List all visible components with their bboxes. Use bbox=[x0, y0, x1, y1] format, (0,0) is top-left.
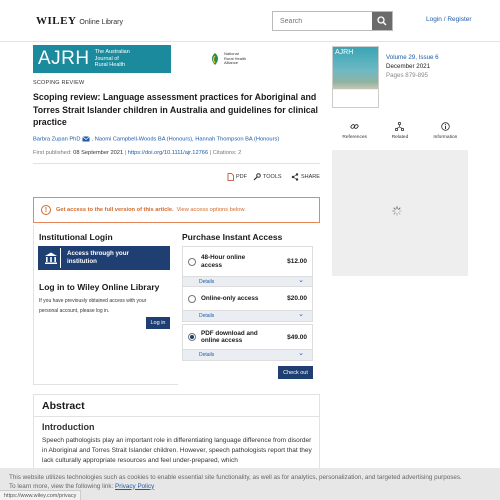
journal-cover[interactable] bbox=[332, 46, 379, 108]
option-name-line1: 48-Hour online bbox=[201, 254, 246, 261]
option-name bbox=[201, 254, 287, 269]
search-button[interactable] bbox=[372, 12, 392, 30]
institution-access-button[interactable] bbox=[38, 246, 170, 270]
nrha-emblem-icon bbox=[209, 52, 221, 66]
wiley-login-heading: Log in to Wiley Online Library bbox=[39, 282, 160, 292]
cover-title: AJRH bbox=[335, 49, 354, 56]
partner-line3: Alliance bbox=[224, 60, 239, 66]
privacy-policy-link[interactable]: Privacy Policy bbox=[115, 482, 155, 490]
info-icon: ! bbox=[41, 205, 51, 215]
institution-icon bbox=[44, 251, 58, 265]
tools-button[interactable] bbox=[253, 173, 282, 181]
issue-date: December 2021 bbox=[386, 63, 431, 70]
information-label: Information bbox=[433, 135, 458, 140]
divider bbox=[33, 416, 320, 417]
journal-name-line1: The Australian bbox=[94, 49, 130, 56]
institution-button-line1: Access through your bbox=[67, 250, 129, 257]
option-price: $12.00 bbox=[287, 258, 307, 265]
loading-spinner-icon bbox=[392, 206, 402, 216]
access-notice bbox=[33, 197, 320, 223]
share-button[interactable] bbox=[291, 173, 320, 181]
related-tab[interactable] bbox=[377, 122, 422, 146]
wiley-logo[interactable] bbox=[36, 15, 123, 27]
purchase-heading: Purchase Instant Access bbox=[182, 232, 283, 242]
email-icon[interactable] bbox=[82, 136, 90, 142]
info-circle-icon bbox=[441, 122, 450, 131]
article-title: Scoping review: Language assessment practices for Aboriginal and Torres Strait Islander children in Australia and guidelines for clinical practice bbox=[33, 92, 318, 127]
option-details-toggle[interactable]: Details ⌄ bbox=[183, 349, 312, 360]
pdf-label: PDF bbox=[236, 174, 247, 180]
option-price: $20.00 bbox=[287, 295, 307, 302]
purchase-option[interactable] bbox=[182, 286, 313, 322]
search-icon bbox=[377, 16, 387, 26]
status-bar-url: https://www.wiley.com/privacy bbox=[0, 490, 81, 500]
option-radio[interactable] bbox=[188, 295, 196, 303]
issue-info bbox=[386, 53, 439, 80]
view-access-options-link[interactable]: View access options below. bbox=[176, 207, 246, 213]
publication-meta bbox=[33, 150, 241, 156]
issue-pages: Pages 879-895 bbox=[386, 72, 428, 79]
option-price: $49.00 bbox=[287, 333, 307, 341]
author-list bbox=[33, 136, 279, 143]
site-header bbox=[0, 0, 500, 42]
volume-issue-link[interactable]: Volume 29, Issue 6 bbox=[386, 54, 439, 61]
network-icon bbox=[395, 122, 404, 131]
journal-full-name bbox=[95, 49, 130, 69]
divider bbox=[33, 163, 320, 164]
journal-banner[interactable] bbox=[33, 45, 323, 73]
option-name-line2: online access bbox=[201, 337, 243, 344]
tools-label: TOOLS bbox=[263, 174, 282, 180]
doi-link[interactable]: https://doi.org/10.1111/ajr.12766 bbox=[127, 150, 209, 156]
share-label: SHARE bbox=[301, 174, 320, 180]
article-tools-tabs bbox=[332, 122, 468, 146]
first-published-date: 08 September 2021 bbox=[73, 150, 124, 156]
option-radio-selected[interactable] bbox=[188, 333, 196, 341]
login-button[interactable]: Log in bbox=[146, 317, 170, 329]
cookie-text bbox=[9, 474, 489, 491]
author-link[interactable]: Naomi Campbell-Woods BA (Honours), bbox=[94, 136, 194, 143]
brand-name: WILEY bbox=[36, 15, 77, 27]
introduction-heading: Introduction bbox=[42, 422, 95, 432]
journal-abbrev: AJRH bbox=[38, 48, 90, 69]
references-tab[interactable] bbox=[332, 122, 377, 146]
access-notice-text: Get access to the full version of this article. bbox=[56, 207, 174, 213]
option-name-line2: access bbox=[201, 261, 223, 269]
brand-subtitle: Online Library bbox=[79, 19, 123, 26]
wiley-login-text: If you have previously obtained access with your personal account, please log in. bbox=[39, 298, 147, 314]
option-details-toggle[interactable]: Details ⌄ bbox=[183, 276, 312, 287]
citations-link[interactable]: Citations: 2 bbox=[212, 150, 242, 156]
pdf-icon bbox=[227, 173, 234, 181]
purchase-option[interactable] bbox=[182, 324, 313, 361]
checkout-button[interactable]: Check out bbox=[278, 366, 313, 379]
institutional-login-heading: Institutional Login bbox=[39, 232, 113, 242]
partner-line1: National bbox=[224, 50, 239, 56]
link-icon bbox=[350, 122, 359, 131]
separator: | bbox=[209, 150, 213, 156]
separator: , bbox=[91, 136, 94, 143]
author-link[interactable]: Barbra Zupan PhD bbox=[33, 136, 81, 143]
search-bar bbox=[272, 11, 393, 31]
author-link[interactable]: Hannah Thompson BA (Honours) bbox=[195, 136, 280, 143]
partner-logo[interactable] bbox=[209, 47, 259, 71]
journal-name-line2: Journal of bbox=[94, 55, 119, 62]
wrench-icon bbox=[253, 173, 261, 181]
purchase-option[interactable] bbox=[182, 246, 313, 288]
cookie-line2: To learn more, view the following link: bbox=[9, 482, 114, 490]
login-register-link[interactable]: Login / Register bbox=[426, 16, 472, 23]
partner-name bbox=[224, 52, 246, 66]
abstract-text: Speech pathologists play an important role in differentiating language difference from disorder in Aboriginal and Torres Strait Islander children. However, speech pathologists report that they lack culturally appropriate resources and feel under-prepared, which bbox=[42, 437, 312, 464]
journal-name-line3: Rural Health bbox=[94, 62, 126, 69]
pdf-button[interactable] bbox=[227, 173, 247, 181]
option-name: Online-only access bbox=[201, 294, 259, 302]
option-name-line1: PDF download and bbox=[201, 329, 258, 337]
first-published-label: First published: bbox=[33, 150, 72, 156]
journal-logo[interactable] bbox=[33, 45, 171, 73]
information-tab[interactable] bbox=[423, 122, 468, 146]
option-details-toggle[interactable]: Details ⌄ bbox=[183, 310, 312, 321]
partner-line2: Rural Health bbox=[224, 55, 247, 61]
share-icon bbox=[291, 173, 299, 181]
article-type: SCOPING REVIEW bbox=[33, 80, 85, 86]
option-radio[interactable] bbox=[188, 258, 196, 266]
search-input[interactable] bbox=[273, 12, 372, 30]
institution-button-line2: institution bbox=[67, 258, 97, 265]
abstract-heading: Abstract bbox=[42, 400, 85, 412]
institution-button-label bbox=[67, 250, 129, 266]
separator: | bbox=[124, 150, 128, 156]
institution-icon-wrap bbox=[41, 248, 61, 268]
option-name bbox=[201, 330, 287, 345]
cookie-line1: This website utilizes technologies such as cookies to enable essential site functionality, as well as for analytics, personalization, and targeted advertising purposes. bbox=[9, 474, 462, 481]
references-label: References bbox=[342, 135, 367, 140]
related-label: Related bbox=[391, 135, 409, 140]
